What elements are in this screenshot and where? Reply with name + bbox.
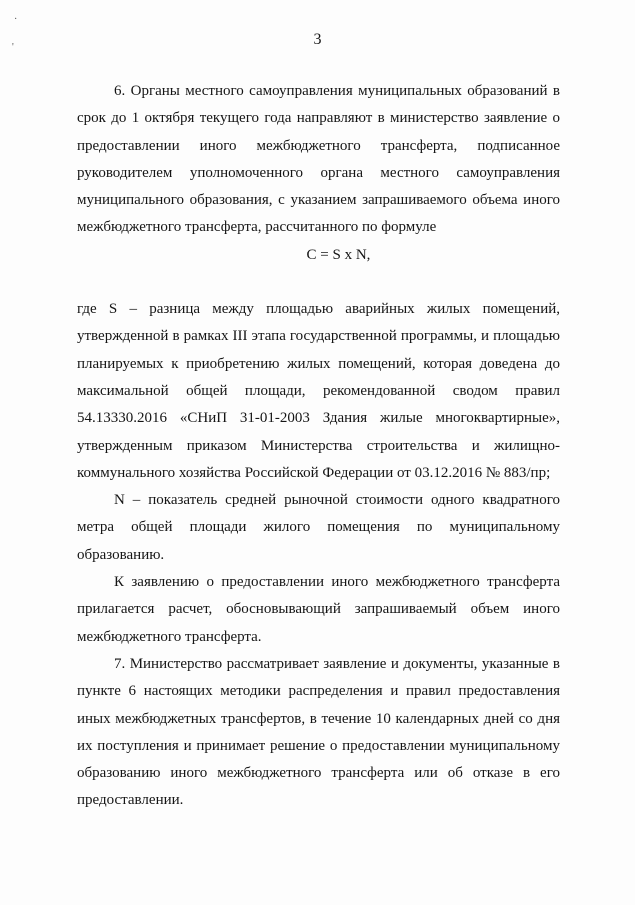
paragraph-n-definition: N – показатель средней рыночной стоимости одного квадратного метра общей площади жилого помещения по муниципальному образованию. bbox=[77, 492, 560, 563]
paragraph-6: 6. Органы местного самоуправления муниципальных образований в срок до 1 октября текущего года направляют в министерство заявление о предоставлении иного межбюджетного трансферта, подписанное руководителем уполномоченного органа местного самоуправления муниципального образования, с указанием запрашиваемого объема иного межбюджетного трансферта, рассчитанного по формуле bbox=[77, 83, 560, 236]
formula: C = S x N, bbox=[306, 246, 371, 263]
scan-speck: · bbox=[14, 14, 18, 25]
document-body bbox=[77, 78, 560, 815]
scan-speck: ' bbox=[12, 42, 14, 53]
page-number: 3 bbox=[313, 31, 322, 48]
paragraph-s-definition: где S – разница между площадью аварийных жилых помещений, утвержденной в рамках III этапа государственной программы, и площадью планируемых к приобретению жилых помещений, которая доведена до максимальной общей площади, рекомендованной сводом правил 54.13330.2016 «СНиП 31-01-2003 Здания жилые многоквартирные», утвержденным приказом Министерства строительства и жилищно-коммунального хозяйства Российской Федерации от 03.12.2016 № 883/пр; bbox=[77, 301, 560, 481]
paragraph-7: 7. Министерство рассматривает заявление и документы, указанные в пункте 6 настоящих методики распределения и правил предоставления иных межбюджетных трансфертов, в течение 10 календарных дней со дня их поступления и принимает решение о предоставлении муниципальному образованию иного межбюджетного трансферта или об отказе в его предоставлении. bbox=[77, 655, 560, 809]
blank-line bbox=[77, 269, 560, 296]
paragraph-attachment: К заявлению о предоставлении иного межбюджетного трансферта прилагается расчет, обосновывающий запрашиваемый объем иного межбюджетного трансферта. bbox=[77, 574, 560, 645]
